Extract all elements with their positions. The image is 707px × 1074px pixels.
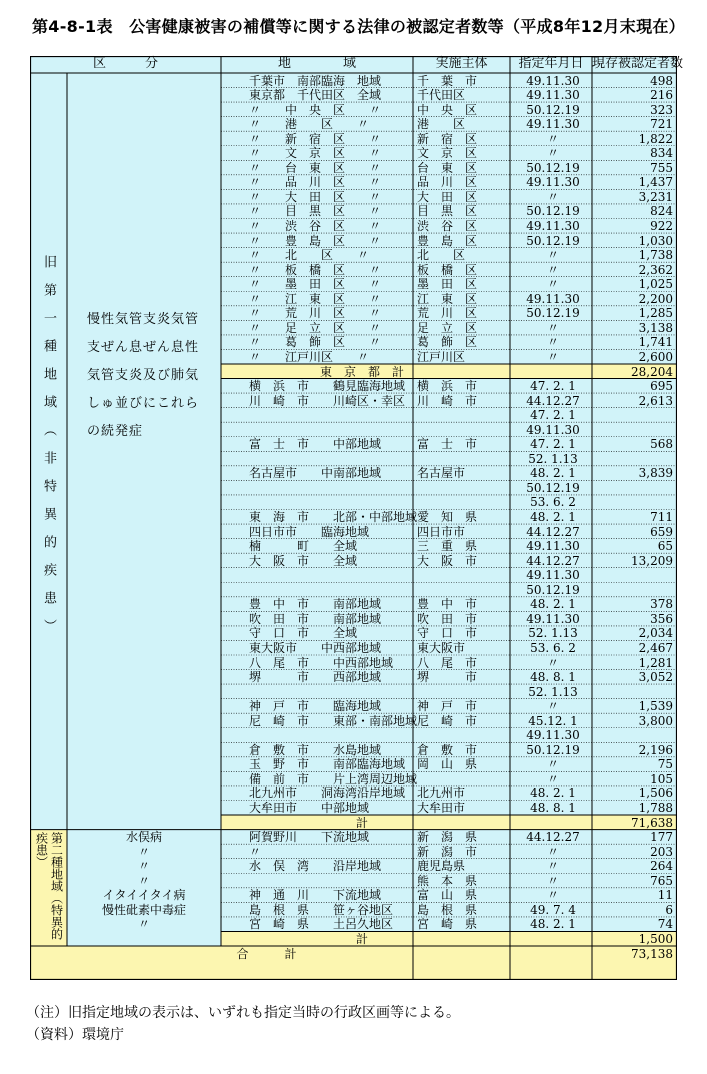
implementing-body: 富 山 県 [417,888,478,903]
patient-count: 216 [650,88,673,103]
patient-count: 765 [650,873,673,888]
subtotal-label: 計 [355,815,368,830]
implementing-body: 岡 山 県 [417,757,478,772]
region-name: 守 口 市 全域 [249,626,358,641]
region-name: 〃 豊 島 区 〃 [249,233,382,248]
patient-count: 2,362 [638,262,673,277]
patient-count: 2,196 [638,742,673,757]
designation-date: 〃 [546,320,559,335]
patient-count: 13,209 [631,553,673,568]
patient-count: 1,281 [638,655,673,670]
implementing-body: 東大阪市 [417,640,466,655]
patient-count: 755 [650,160,673,175]
patient-count: 1,738 [638,248,673,263]
patient-count: 264 [650,859,673,874]
section1-label: 旧第一種地域（非特異的疾患） [41,255,56,648]
designation-date: 48. 2. 1 [530,786,576,801]
patient-count: 834 [650,146,673,161]
patient-count: 1,025 [638,277,673,292]
patient-count: 2,600 [638,349,673,364]
implementing-body: 横 浜 市 [417,379,478,394]
implementing-body: 鹿児島県 [417,859,466,874]
region-name: 北九州市 洞海湾沿岸地域 [249,786,406,801]
designation-date: 49.11.30 [526,219,580,233]
region-name: 備 前 市 片上湾周辺地域 [249,771,418,786]
region-name: 神 通 川 下流地域 [249,888,382,903]
region-name: 玉 野 市 南部臨海地域 [249,757,406,772]
patient-count: 2,200 [638,291,673,306]
implementing-body: 吹 田 市 [417,611,478,626]
designation-date: 〃 [546,873,559,888]
region-name: 宮 崎 県 土呂久地区 [249,917,394,932]
patient-count: 2,613 [638,393,673,408]
designation-date: 〃 [546,699,559,714]
implementing-body: 目 黒 区 [417,204,478,219]
patient-count: 378 [650,597,673,612]
patient-count: 1,741 [638,335,673,350]
region-name: 名古屋市 中南部地域 [249,466,382,481]
disease-name: 慢性砒素中毒症 [101,902,186,917]
region-name: 島 根 県 笹ヶ谷地区 [249,902,394,917]
region-name: 富 士 市 中部地域 [249,437,382,452]
designation-date: 44.12.27 [526,524,580,539]
designation-date: 50.12.19 [526,480,580,495]
designation-date: 49.11.30 [526,539,580,554]
patient-count: 922 [650,219,673,233]
patient-count: 3,052 [638,670,673,685]
header-kubun: 区 分 [92,56,158,71]
patient-count: 1,539 [638,699,673,714]
patient-count: 2,034 [638,626,673,641]
region-name: 吹 田 市 南部地域 [249,611,382,626]
implementing-body: 品 川 区 [417,175,478,190]
implementing-body: 大 阪 市 [417,553,478,568]
disease-description: 慢性気管支炎気管支ぜん息ぜん息性気管支炎及び肺気しゅ並びにこれらの続発症 [87,312,200,439]
region-name: 〃 葛 飾 区 〃 [249,335,382,350]
implementing-body: 川 崎 市 [417,393,478,408]
patient-count: 1,506 [638,786,673,801]
designation-date: 〃 [546,771,559,786]
patient-count: 177 [650,830,673,845]
region-name: 東京都 千代田区 全域 [249,88,382,103]
implementing-body: 渋 谷 区 [417,219,478,233]
region-name: 大 阪 市 全域 [249,553,358,568]
patient-count: 3,138 [638,320,673,335]
subtotal-value: 28,204 [631,364,673,379]
patient-count: 2,467 [638,640,673,655]
designation-date: 〃 [546,757,559,772]
source-text: （資料）環境庁 [26,1027,124,1043]
region-name: 川 崎 市 川崎区・幸区 [249,393,406,408]
patient-count: 824 [650,204,673,219]
region-name: 尼 崎 市 東部・南部地域 [249,713,418,728]
region-name: 堺 市 西部地域 [249,670,382,685]
patient-count: 6 [665,902,673,917]
implementing-body: 江 東 区 [417,291,478,306]
designation-date: 〃 [546,888,559,903]
region-name: 〃 品 川 区 〃 [249,175,382,190]
patient-count: 11 [657,888,673,903]
region-name: 〃 北 区 〃 [249,248,370,263]
patient-count: 65 [657,539,673,554]
designation-date: 52. 1.13 [528,451,578,466]
designation-date: 48. 2. 1 [530,510,576,524]
region-name: 横 浜 市 鶴見臨海地域 [249,379,406,394]
region-name: 倉 敷 市 水島地域 [249,742,382,757]
region-name: 〃 江 東 区 〃 [249,291,382,306]
implementing-body: 千代田区 [417,88,466,103]
region-name: 〃 [249,844,262,859]
subtotal-value: 71,638 [631,815,673,830]
patient-count: 1,788 [638,801,673,815]
region-name: 〃 墨 田 区 〃 [249,277,382,292]
patient-count: 659 [650,524,673,539]
patient-count: 1,030 [638,233,673,248]
disease-name: 〃 [137,859,150,874]
designation-date: 52. 1.13 [528,684,578,699]
implementing-body: 新 宿 区 [417,131,478,146]
region-name: 八 尾 市 中西部地域 [249,655,394,670]
designation-date: 49.11.30 [526,422,580,437]
designation-date: 47. 2. 1 [530,437,576,452]
designation-date: 50.12.19 [526,233,580,248]
header-chiiki: 地 域 [277,56,356,71]
implementing-body: 中 央 区 [417,102,478,117]
region-name: 〃 渋 谷 区 〃 [249,219,382,233]
designation-date: 47. 2. 1 [530,408,576,423]
implementing-body: 宮 崎 県 [417,917,478,932]
designation-date: 48. 2. 1 [530,597,576,612]
implementing-body: 富 士 市 [417,437,478,452]
implementing-body: 新 潟 市 [417,844,478,859]
disease-name: 〃 [137,873,150,888]
designation-date: 49. 7. 4 [530,902,576,917]
implementing-body: 神 戸 市 [417,699,478,714]
patient-count: 203 [650,844,673,859]
designation-date: 50.12.19 [526,160,580,175]
disease-name: 〃 [137,844,150,859]
designation-date: 45.12. 1 [528,713,578,728]
implementing-body: 豊 中 市 [417,597,478,612]
disease-name: 〃 [137,917,150,932]
patient-count: 75 [657,757,673,772]
patient-count: 1,285 [638,306,673,321]
data-table [30,56,684,980]
region-name: 〃 港 区 〃 [249,117,370,132]
patient-count: 356 [650,611,673,626]
implementing-body: 大 田 区 [417,189,478,204]
designation-date: 44.12.27 [526,553,580,568]
region-name: 豊 中 市 南部地域 [249,597,382,612]
patient-count: 695 [650,379,673,394]
patient-count: 498 [650,73,673,88]
implementing-body: 荒 川 区 [417,306,478,321]
designation-date: 〃 [546,189,559,204]
designation-date: 48. 8. 1 [530,801,576,815]
region-name: 〃 足 立 区 〃 [249,320,382,335]
patient-count: 74 [657,917,673,932]
implementing-body: 千 葉 市 [417,73,478,88]
region-name: 四日市市 臨海地域 [249,524,370,539]
subtotal-label: 計 [355,931,368,946]
implementing-body: 葛 飾 区 [417,335,478,350]
designation-date: 50.12.19 [526,742,580,757]
region-name: 〃 江戸川区 〃 [249,349,370,364]
patient-count: 323 [650,102,673,117]
implementing-body: 愛 知 県 [417,510,478,524]
region-name: 〃 文 京 区 〃 [249,146,382,161]
implementing-body: 倉 敷 市 [417,742,478,757]
region-name: 阿賀野川 下流地域 [249,830,370,845]
patient-count: 3,800 [638,713,673,728]
implementing-body: 島 根 県 [417,902,478,917]
designation-date: 50.12.19 [526,306,580,321]
designation-date: 〃 [546,349,559,364]
region-name: 東大阪市 中西部地域 [249,640,382,655]
region-name: 千葉市 南部臨海 地域 [249,73,382,88]
implementing-body: 港 区 [417,117,466,132]
implementing-body: 台 東 区 [417,160,478,175]
disease-name: イタイイタイ病 [102,888,186,903]
header-shitei: 指定年月日 [518,56,584,71]
designation-date: 49.11.30 [526,117,580,132]
implementing-body: 北 区 [417,248,466,263]
designation-date: 53. 6. 2 [530,640,576,655]
table-title: 第4-8-1表 公害健康被害の補償等に関する法律の被認定者数等（平成8年12月末現在） [32,17,685,36]
region-name: 〃 荒 川 区 〃 [249,306,382,321]
patient-count: 3,839 [638,466,673,481]
grand-total-label: 合 計 [236,947,297,961]
designation-date: 44.12.27 [526,393,580,408]
implementing-body: 名古屋市 [417,466,466,481]
designation-date: 44.12.27 [526,830,580,845]
designation-date: 48. 2. 1 [530,917,576,932]
region-name: 〃 大 田 区 〃 [249,189,382,204]
header-count: 現存被認定者数 [592,56,684,71]
patient-count: 3,231 [638,189,673,204]
implementing-body: 八 尾 市 [417,655,478,670]
designation-date: 〃 [546,131,559,146]
designation-date: 49.11.30 [526,728,580,743]
disease-name: 水俣病 [125,830,162,845]
region-name: 〃 台 東 区 〃 [249,160,382,175]
designation-date: 49.11.30 [526,568,580,583]
region-name: 〃 板 橋 区 〃 [249,262,382,277]
patient-count: 1,437 [638,175,673,190]
region-name: 〃 目 黒 区 〃 [249,204,382,219]
implementing-body: 熊 本 県 [417,873,478,888]
patient-count: 1,822 [638,131,673,146]
implementing-body: 北九州市 [417,786,466,801]
region-name: 東 海 市 北部・中部地域 [249,510,418,524]
implementing-body: 守 口 市 [417,626,478,641]
implementing-body: 板 橋 区 [417,262,478,277]
designation-date: 50.12.19 [526,204,580,219]
designation-date: 49.11.30 [526,611,580,626]
patient-count: 711 [650,510,673,524]
region-name: 楠 町 全域 [249,539,358,554]
designation-date: 〃 [546,335,559,350]
designation-date: 47. 2. 1 [530,379,576,394]
region-name: 〃 中 央 区 〃 [249,102,382,117]
grand-total-value: 73,138 [631,947,673,961]
designation-date: 〃 [546,248,559,263]
implementing-body: 堺 市 [417,670,478,685]
implementing-body: 新 潟 県 [417,830,478,845]
designation-date: 〃 [546,655,559,670]
designation-date: 50.12.19 [526,102,580,117]
patient-count: 721 [650,117,673,132]
designation-date: 53. 6. 2 [530,495,576,510]
implementing-body: 足 立 区 [417,320,478,335]
designation-date: 〃 [546,859,559,874]
implementing-body: 江戸川区 [417,349,466,364]
designation-date: 52. 1.13 [528,626,578,641]
subtotal-value: 1,500 [638,931,673,946]
designation-date: 49.11.30 [526,291,580,306]
implementing-body: 三 重 県 [417,539,478,554]
implementing-body: 墨 田 区 [417,277,478,292]
implementing-body: 尼 崎 市 [417,713,478,728]
designation-date: 〃 [546,844,559,859]
designation-date: 48. 2. 1 [530,466,576,481]
region-name: 水 俣 湾 沿岸地域 [249,859,382,874]
section2-label: 第二種地域（特異的疾患） [34,831,64,940]
region-name: 大牟田市 中部地域 [249,801,370,815]
designation-date: 50.12.19 [526,582,580,597]
designation-date: 49.11.30 [526,88,580,103]
region-name: 〃 新 宿 区 〃 [249,131,382,146]
region-name: 神 戸 市 臨海地域 [249,699,382,714]
designation-date: 49.11.30 [526,175,580,190]
implementing-body: 大牟田市 [417,801,466,815]
patient-count: 568 [650,437,673,452]
designation-date: 48. 8. 1 [530,670,576,685]
header-jisshi: 実施主体 [435,56,488,71]
designation-date: 49.11.30 [526,73,580,88]
implementing-body: 文 京 区 [417,146,478,161]
implementing-body: 四日市市 [417,524,466,539]
patient-count: 105 [650,771,673,786]
designation-date: 〃 [546,277,559,292]
note-text: （注）旧指定地域の表示は、いずれも指定当時の行政区画等による。 [26,1005,460,1021]
designation-date: 〃 [546,146,559,161]
implementing-body: 豊 島 区 [417,233,478,248]
designation-date: 〃 [546,262,559,277]
subtotal-label: 東 京 都 計 [319,364,404,379]
